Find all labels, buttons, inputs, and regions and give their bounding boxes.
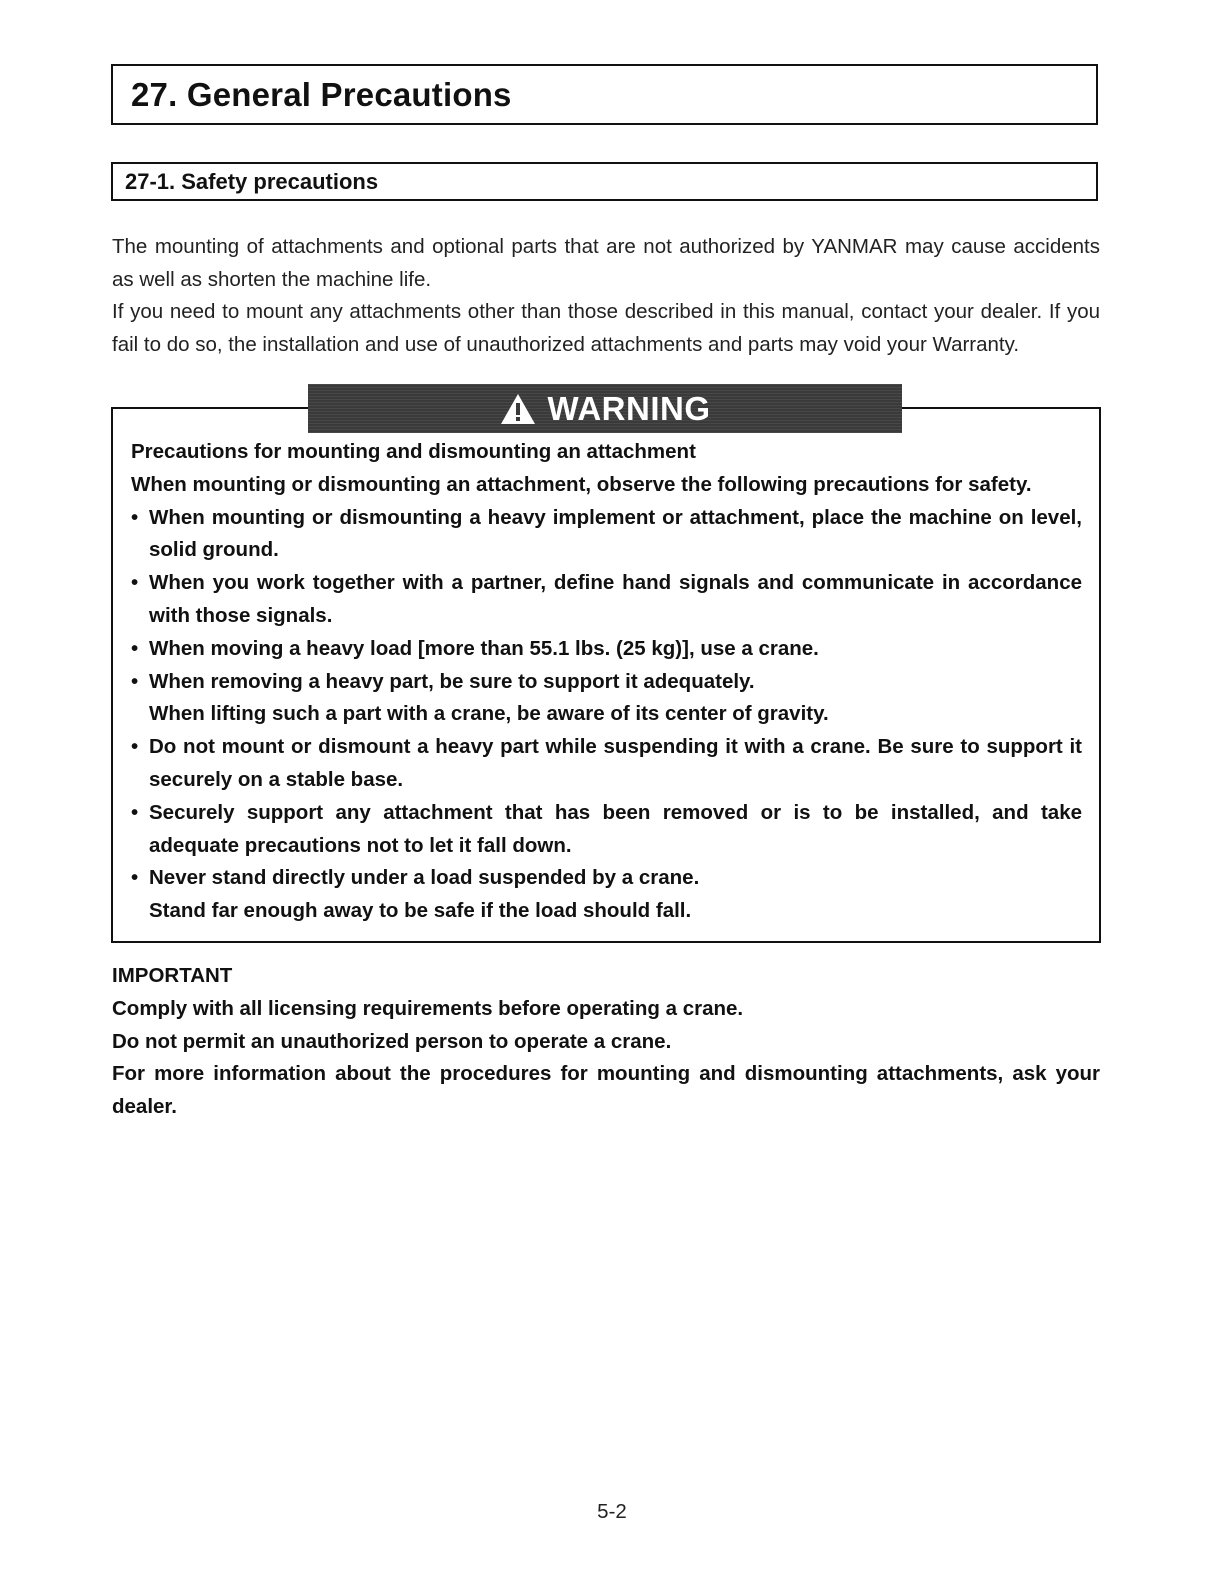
warning-triangle-icon [500,393,536,425]
bullet-icon: • [131,505,139,529]
bullet-icon: • [131,735,139,759]
bullet-icon: • [131,669,139,693]
important-note [112,960,1100,1124]
bullet-icon: • [131,636,139,660]
warning-item: • When removing a heavy part, be sure to support it adequately. When lifting such a part with a crane, be aware of its center of gravity. [131,666,1082,732]
bullet-icon: • [131,571,139,595]
warning-item: • When you work together with a partner, define hand signals and communicate in accordance with those signals. [131,567,1082,633]
section-title-box [111,162,1098,201]
warning-lead: When mounting or dismounting an attachment, observe the following precautions for safety. [131,472,1032,496]
intro-paragraph: The mounting of attachments and optional parts that are not authorized by YANMAR may cause accidents as well as shorten the machine life. [112,235,1100,291]
warning-item-subtext: Stand far enough away to be safe if the load should fall. [149,899,692,923]
warning-item: • Securely support any attachment that has been removed or is to be installed, and take adequate precautions not to let it fall down. [131,797,1082,863]
warning-label: WARNING [547,389,711,427]
warning-item: • When moving a heavy load [more than 55.1 lbs. (25 kg)], use a crane. [131,633,1082,666]
page-number: 5-2 [597,1500,627,1523]
important-line: Do not permit an unauthorized person to operate a crane. [112,1029,672,1053]
bullet-icon: • [131,866,139,890]
intro-text [112,231,1100,361]
chapter-title: 27. General Precautions [131,75,512,113]
important-label: IMPORTANT [112,964,233,987]
warning-heading: Precautions for mounting and dismounting an attachment [131,440,696,463]
warning-list [131,502,1082,928]
warning-item: • Do not mount or dismount a heavy part while suspending it with a crane. Be sure to support it securely on a stable base. [131,731,1082,797]
warning-banner [308,384,902,433]
section-title: 27-1. Safety precautions [125,168,379,194]
warning-content [131,436,1082,928]
chapter-title-box [111,64,1098,125]
intro-paragraph: If you need to mount any attachments other than those described in this manual, contact your dealer. If you fail to do so, the installation and use of unauthorized attachments and parts may void your Warranty. [112,300,1100,356]
bullet-icon: • [131,800,139,824]
important-line: For more information about the procedures for mounting and dismounting attachments, ask your dealer. [112,1062,1100,1119]
warning-item: • When mounting or dismounting a heavy implement or attachment, place the machine on level, solid ground. [131,502,1082,568]
warning-item-subtext: When lifting such a part with a crane, be aware of its center of gravity. [149,702,829,726]
important-line: Comply with all licensing requirements before operating a crane. [112,996,744,1020]
warning-item: • Never stand directly under a load suspended by a crane. Stand far enough away to be safe if the load should fall. [131,862,1082,928]
